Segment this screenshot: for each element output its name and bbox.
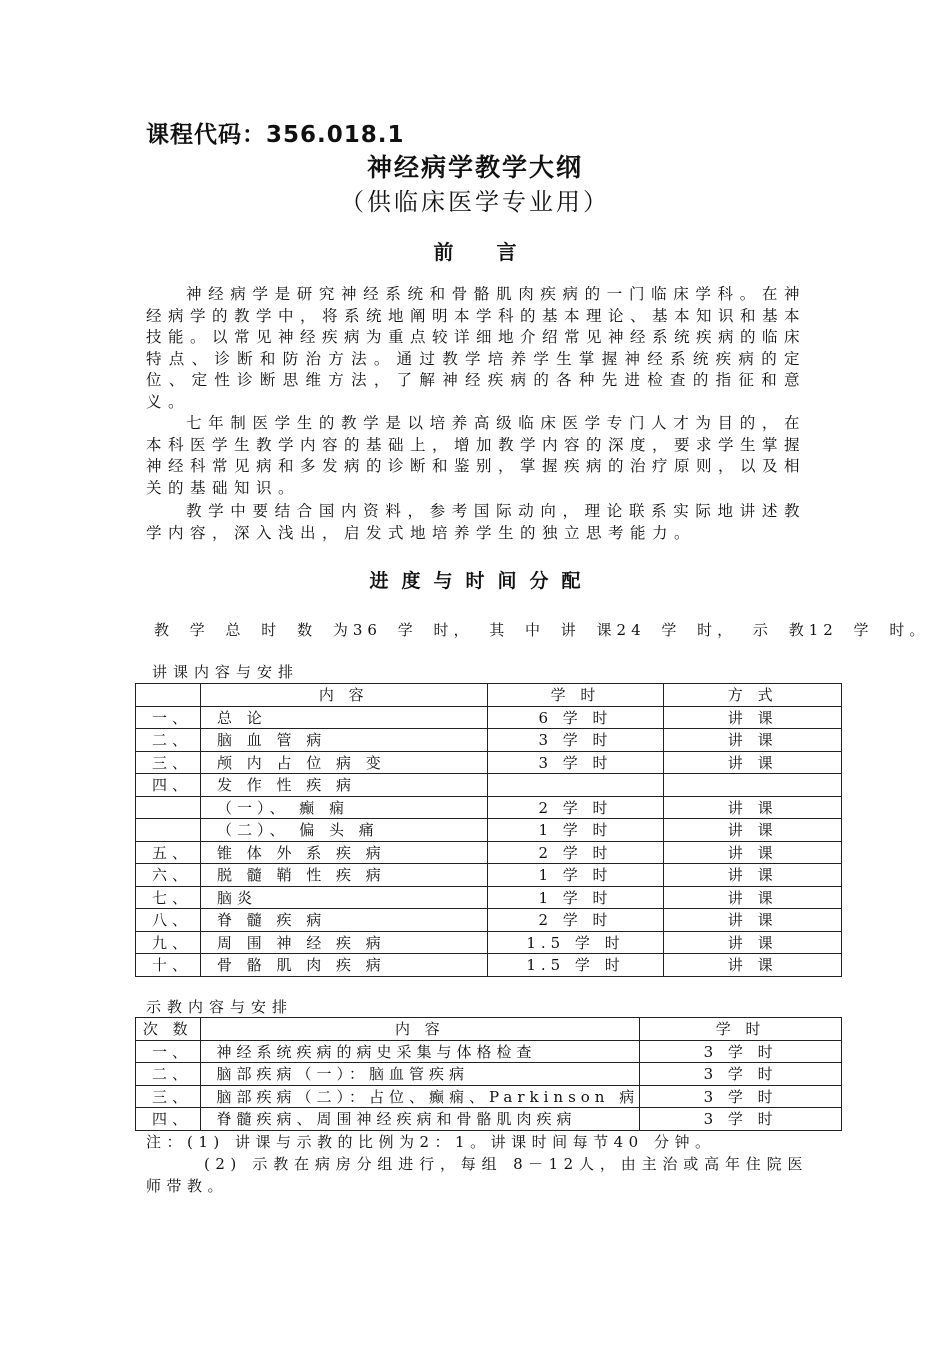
lecture-row (136, 796, 842, 819)
document-title: 神经病学教学大纲 (366, 153, 583, 182)
lecture-header-mode: 方 式 (664, 684, 842, 707)
demo-header-hours: 学 时 (640, 1018, 842, 1041)
demo-cell-hours: 3 学 时 (640, 1063, 842, 1086)
lecture-row (136, 729, 842, 752)
demo-cell-num: 四、 (136, 1108, 201, 1131)
lecture-cell-num: 三、 (136, 751, 201, 774)
demo-header-num: 次 数 (136, 1018, 201, 1041)
lecture-cell-content: 颅 内 占 位 病 变 (200, 751, 487, 774)
demo-row (136, 1108, 842, 1131)
lecture-row (136, 819, 842, 842)
demo-cell-hours: 3 学 时 (640, 1085, 842, 1108)
lecture-cell-mode: 讲 课 (664, 954, 842, 977)
demo-header-row (136, 1018, 842, 1041)
lecture-cell-hours: 2 学 时 (487, 909, 664, 932)
preface-paragraph-2: 七年制医学生的教学是以培养高级临床医学专门人才为目的，在本科医学生教学内容的基础上，增加教学内容的深度，要求学生掌握神经科常见病和多发病的诊断和鉴别，掌握疾病的治疗原则，以及相关的基础知识。 (146, 414, 807, 497)
lecture-cell-hours: 3 学 时 (487, 751, 664, 774)
lecture-cell-hours (487, 774, 664, 797)
lecture-cell-hours: 1 学 时 (487, 819, 664, 842)
lecture-cell-hours: 1 学 时 (487, 886, 664, 909)
lecture-cell-num: 五、 (136, 841, 201, 864)
lecture-cell-content: 总 论 (200, 706, 487, 729)
lecture-cell-content: （一）、 癫 痫 (200, 796, 487, 819)
note-1: 注：(1) 讲课与示教的比例为2：1。讲课时间每节40 分钟。 (146, 1133, 716, 1151)
lecture-row (136, 954, 842, 977)
lecture-row (136, 841, 842, 864)
lecture-cell-mode: 讲 课 (664, 751, 842, 774)
lecture-cell-content: 脑 血 管 病 (200, 729, 487, 752)
lecture-cell-content: 脑炎 (200, 886, 487, 909)
schedule-heading: 进度与时间分配 (369, 570, 594, 592)
demo-header-content: 内 容 (200, 1018, 640, 1041)
lecture-row (136, 909, 842, 932)
demo-cell-content: 脑部疾病（一）：脑血管疾病 (200, 1063, 640, 1086)
lecture-header-hours: 学 时 (487, 684, 664, 707)
lecture-cell-num: 八、 (136, 909, 201, 932)
lecture-cell-mode (664, 774, 842, 797)
demo-cell-content: 脊髓疾病、周围神经疾病和骨骼肌肉疾病 (200, 1108, 640, 1131)
lecture-cell-hours: 1 学 时 (487, 864, 664, 887)
demo-row (136, 1063, 842, 1086)
demo-cell-num: 二、 (136, 1063, 201, 1086)
lecture-header-content: 内 容 (200, 684, 487, 707)
lecture-cell-hours: 1.5 学 时 (487, 954, 664, 977)
notes (146, 1131, 808, 1197)
lecture-cell-num: 二、 (136, 729, 201, 752)
demo-cell-num: 三、 (136, 1085, 201, 1108)
lecture-cell-num: 七、 (136, 886, 201, 909)
lecture-caption: 讲课内容与安排 (152, 663, 300, 681)
lecture-cell-content: （二）、 偏 头 痛 (200, 819, 487, 842)
lecture-cell-mode: 讲 课 (664, 796, 842, 819)
total-hours-text: 教 学 总 时 数 为36 学 时， 其 中 讲 课24 学 时， 示 教12 学 时。 (154, 621, 930, 639)
lecture-row (136, 706, 842, 729)
lecture-cell-num (136, 819, 201, 842)
lecture-cell-hours: 3 学 时 (487, 729, 664, 752)
demo-cell-content: 脑部疾病（二）：占位、癫痫、Parkinson 病 (200, 1085, 640, 1108)
demo-row (136, 1040, 842, 1063)
lecture-cell-mode: 讲 课 (664, 706, 842, 729)
demo-cell-num: 一、 (136, 1040, 201, 1063)
lecture-row (136, 751, 842, 774)
lecture-cell-num: 四、 (136, 774, 201, 797)
lecture-row (136, 774, 842, 797)
lecture-cell-mode: 讲 课 (664, 819, 842, 842)
lecture-cell-content: 发 作 性 疾 病 (200, 774, 487, 797)
lecture-cell-content: 脱 髓 鞘 性 疾 病 (200, 864, 487, 887)
lecture-cell-mode: 讲 课 (664, 864, 842, 887)
lecture-cell-content: 脊 髓 疾 病 (200, 909, 487, 932)
lecture-cell-num: 九、 (136, 931, 201, 954)
preface-paragraph-3: 教学中要结合国内资料，参考国际动向，理论联系实际地讲述教学内容，深入浅出，启发式地培养学生的独立思考能力。 (146, 502, 806, 542)
document-subtitle: （供临床医学专业用） (340, 188, 610, 216)
lecture-header-row (136, 684, 842, 707)
lecture-cell-hours: 2 学 时 (487, 841, 664, 864)
lecture-header-num (136, 684, 201, 707)
lecture-cell-num (136, 796, 201, 819)
demo-row (136, 1085, 842, 1108)
lecture-table-body (136, 706, 842, 976)
demo-cell-hours: 3 学 时 (640, 1108, 842, 1131)
lecture-cell-hours: 6 学 时 (487, 706, 664, 729)
demo-caption: 示教内容与安排 (146, 998, 294, 1016)
lecture-row (136, 931, 842, 954)
demo-cell-content: 神经系统疾病的病史采集与体格检查 (200, 1040, 640, 1063)
course-code: 课程代码：356.018.1 (146, 122, 405, 148)
lecture-table (135, 683, 842, 977)
lecture-cell-content: 锥 体 外 系 疾 病 (200, 841, 487, 864)
lecture-cell-content: 骨 骼 肌 肉 疾 病 (200, 954, 487, 977)
lecture-cell-mode: 讲 课 (664, 909, 842, 932)
note-2: (2) 示教在病房分组进行，每组 8－12人，由主治或高年住院医师带教。 (146, 1155, 808, 1195)
demo-table-body (136, 1040, 842, 1130)
preface-heading: 前 言 (433, 240, 535, 264)
lecture-cell-mode: 讲 课 (664, 841, 842, 864)
lecture-row (136, 864, 842, 887)
lecture-cell-num: 一、 (136, 706, 201, 729)
lecture-cell-hours: 2 学 时 (487, 796, 664, 819)
lecture-cell-num: 六、 (136, 864, 201, 887)
lecture-cell-content: 周 围 神 经 疾 病 (200, 931, 487, 954)
preface-paragraph-1: 神经病学是研究神经系统和骨骼肌肉疾病的一门临床学科。在神经病学的教学中，将系统地阐明本学科的基本理论、基本知识和基本技能。以常见神经疾病为重点较详细地介绍常见神经系统疾病的临床特点、诊断和防治方法。通过教学培养学生掌握神经系统疾病的定位、定性诊断思维方法，了解神经疾病的各种先进检查的指征和意义。 (146, 285, 807, 411)
lecture-row (136, 886, 842, 909)
lecture-cell-mode: 讲 课 (664, 729, 842, 752)
lecture-cell-hours: 1.5 学 时 (487, 931, 664, 954)
lecture-cell-mode: 讲 课 (664, 931, 842, 954)
lecture-cell-num: 十、 (136, 954, 201, 977)
demo-cell-hours: 3 学 时 (640, 1040, 842, 1063)
demo-table (135, 1017, 842, 1131)
lecture-cell-mode: 讲 课 (664, 886, 842, 909)
